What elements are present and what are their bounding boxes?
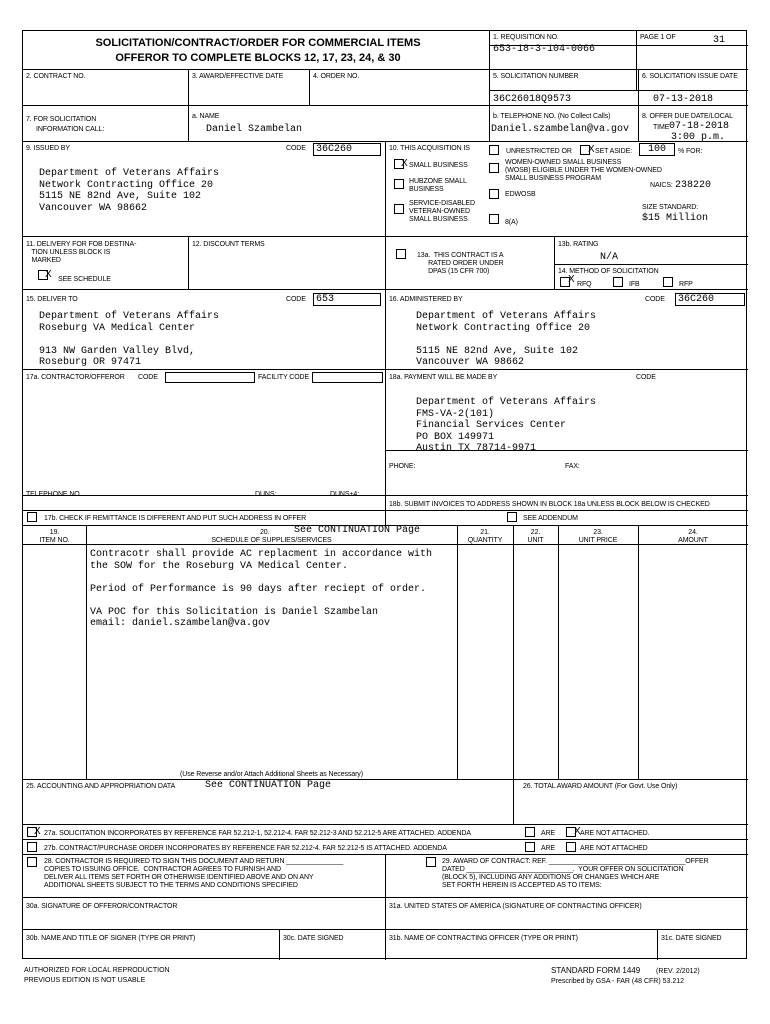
size-standard-label: SIZE STANDARD: (642, 204, 699, 211)
percent-for-label: % FOR: (678, 148, 703, 155)
discount-terms-label: 12. DISCOUNT TERMS (192, 241, 265, 248)
requisition-label: 1. REQUISITION NO. (493, 34, 559, 41)
footer-form-name: STANDARD FORM 1449 (551, 966, 641, 975)
form-title: SOLICITATION/CONTRACT/ORDER FOR COMMERCIAL ITEMS (95, 37, 421, 49)
rfq-mark: X (568, 274, 575, 285)
contractor-code-label: CODE (138, 374, 158, 381)
27b-label: 27b. CONTRACT/PURCHASE ORDER INCORPORATES BY REFERENCE FAR 52.212-4. FAR 52.212-5 IS ATTACHED. ADDENDA (44, 845, 447, 852)
27b-are-label: ARE (541, 845, 556, 852)
facility-code-label: FACILITY CODE (258, 374, 310, 381)
rule (23, 69, 748, 70)
rfp-checkbox[interactable] (663, 277, 673, 287)
deliver-to-address: Department of Veterans Affairs Roseburg VA Medical Center 913 NW Garden Valley Blvd, Roseburg OR 97471 (39, 311, 220, 368)
accounting-label: 25. ACCOUNTING AND APPROPRIATION DATA (26, 783, 176, 790)
addendum-checkbox[interactable] (507, 512, 517, 522)
acquisition-label: 10. THIS ACQUISITION IS (389, 145, 470, 152)
rule (657, 929, 658, 960)
rule (513, 779, 514, 824)
27a-mark: X (34, 826, 41, 837)
page-total: 31 (713, 35, 726, 46)
hubzone-checkbox[interactable] (394, 179, 404, 189)
submit-invoices-label: 18b. SUBMIT INVOICES TO ADDRESS SHOWN IN BLOCK 18a UNLESS BLOCK BELOW IS CHECKED (389, 501, 710, 508)
for-solicitation-label: 7. FOR SOLICITATION (26, 116, 97, 123)
rule (23, 839, 748, 840)
col-schedule-num: 20. (260, 529, 270, 536)
27b-are-checkbox[interactable] (525, 842, 535, 852)
deliver-to-code-label: CODE (286, 296, 306, 303)
unrestricted-checkbox[interactable] (489, 145, 499, 155)
rule (86, 525, 87, 779)
edwosb-checkbox[interactable] (489, 189, 499, 199)
form-subtitle: OFFEROR TO COMPLETE BLOCKS 12, 17, 23, 24, & 30 (115, 52, 401, 64)
rule (309, 69, 310, 105)
col-schedule-label: SCHEDULE OF SUPPLIES/SERVICES (211, 537, 332, 544)
see-schedule-label: SEE SCHEDULE (58, 276, 111, 283)
rule (279, 929, 280, 960)
ifb-label: IFB (629, 281, 640, 288)
telephone-no-label: TELEPHONE NO. (26, 491, 82, 498)
rule (489, 90, 748, 91)
small-business-mark: X (401, 158, 408, 169)
page-label: PAGE 1 OF (640, 34, 676, 41)
facility-code-field[interactable] (312, 372, 383, 383)
rated-order-checkbox[interactable] (396, 249, 406, 259)
set-aside-mark: X (588, 144, 595, 155)
requisition-value: 653-18-3-104-0066 (493, 44, 596, 55)
contractor-label: 17a. CONTRACTOR/OFFEROR (26, 374, 125, 381)
offer-due-date: 07-18-2018 (669, 121, 730, 132)
edwosb-label: EDWOSB (505, 191, 536, 198)
set-aside-percent-field[interactable]: 100 (639, 143, 675, 156)
27a-are-not-mark: X (574, 826, 581, 837)
deliver-to-code-field[interactable]: 653 (313, 293, 381, 306)
sdvosb-label: SERVICE-DISABLED VETERAN-OWNED SMALL BUSINESS (409, 200, 475, 223)
small-business-label: SMALL BUSINESS (409, 162, 468, 169)
see-schedule-mark: X (45, 269, 52, 280)
rule (23, 824, 748, 825)
30b-label: 30b. NAME AND TITLE OF SIGNER (TYPE OR PRINT) (26, 935, 196, 942)
28-text: 28. CONTRACTOR IS REQUIRED TO SIGN THIS DOCUMENT AND RETURN _______________ COPIES TO ISSUING OFFICE. CONTRACTOR AGREES TO FURNISH AND DELIVER ALL ITEMS SET FORTH OR OTHERWISE IDENTIFIED ABOVE AND ON ANY ADDITIONAL SHEETS SUBJECT TO THE TERMS AND CONDITIONS SPECIFIED (44, 858, 344, 889)
offer-due-time: 3:00 p.m. (671, 132, 726, 143)
27b-checkbox[interactable] (27, 842, 37, 852)
accounting-value: See CONTINUATION Page (205, 780, 332, 791)
naics-value: 238220 (675, 180, 712, 191)
rule (554, 236, 555, 289)
unrestricted-label: UNRESTRICTED OR (506, 148, 572, 155)
payment-address: Department of Veterans Affairs FMS-VA-2(101) Financial Services Center PO BOX 149971 Austin TX 78714-9971 (416, 397, 597, 454)
27b-are-not-checkbox[interactable] (566, 842, 576, 852)
issue-date-label: 6. SOLICITATION ISSUE DATE (642, 73, 738, 80)
col-quantity: 21. QUANTITY (467, 529, 503, 544)
contract-no-label: 2. CONTRACT NO. (26, 73, 86, 80)
rule (489, 31, 490, 141)
29-checkbox[interactable] (426, 857, 436, 867)
27a-label: 27a. SOLICITATION INCORPORATES BY REFERENCE FAR 52.212-1, 52.212-4. FAR 52.212-3 AND 52.212-5 ARE ATTACHED. ADDENDA (44, 830, 471, 837)
issued-by-label: 9. ISSUED BY (26, 145, 70, 152)
sf1449-form (22, 30, 747, 959)
29-text: 29. AWARD OF CONTRACT: REF. ____________________________________OFFER DATED ____________________________. YOUR OFFER ON SOLICITATION (BLOCK 5), INCLUDING ANY ADDITIONS OR CHANGES WHICH ARE SET FORTH HEREIN IS ACCEPTED AS TO ITEMS: (442, 858, 709, 889)
28-checkbox[interactable] (27, 857, 37, 867)
30a-label: 30a. SIGNATURE OF OFFEROR/CONTRACTOR (26, 903, 178, 910)
27b-are-not-label: ARE NOT ATTACHED (580, 845, 648, 852)
administered-by-code-field[interactable]: 36C260 (675, 293, 745, 306)
rule (23, 105, 748, 106)
payment-phone-label: PHONE: (389, 463, 416, 470)
rule (457, 525, 458, 779)
rated-order-label: 13a. THIS CONTRACT IS A RATED ORDER UNDER DPAS (15 CFR 700) (417, 252, 504, 275)
time-label: TIME (653, 124, 670, 131)
hubzone-label: HUBZONE SMALL BUSINESS (409, 178, 467, 193)
eight-a-label: 8(A) (505, 219, 518, 226)
contact-name-value: Daniel Szambelan (206, 124, 303, 135)
administered-by-label: 16. ADMINISTERED BY (389, 296, 463, 303)
award-date-label: 3. AWARD/EFFECTIVE DATE (192, 73, 284, 80)
footer-revision: (REV. 2/2012) (656, 968, 700, 975)
telephone-label: b. TELEPHONE NO. (No Collect Calls) (493, 113, 611, 120)
27a-are-label: ARE (541, 830, 556, 837)
payment-label: 18a. PAYMENT WILL BE MADE BY (389, 374, 498, 381)
deliver-to-label: 15. DELIVER TO (26, 296, 78, 303)
addendum-label: SEE ADDENDUM (523, 515, 578, 522)
payment-fax-label: FAX: (565, 463, 580, 470)
schedule-description: Contracotr shall provide AC replacment in accordance with the SOW for the Roseburg VA Medical Center. Period of Performance is 90 days after reciept of order. VA POC for this Solicitation is Daniel Szambelan email: daniel.szambelan@va.gov (90, 549, 433, 629)
solicitation-no-value: 36C26018Q9573 (493, 94, 572, 105)
remittance-label: 17b. CHECK IF REMITTANCE IS DIFFERENT AND PUT SUCH ADDRESS IN OFFER (44, 515, 307, 522)
rule (638, 69, 639, 141)
rfq-label: RFQ (577, 281, 592, 288)
solicitation-no-label: 5. SOLICITATION NUMBER (493, 73, 579, 80)
col-schedule-value: See CONTINUATION Page (294, 525, 421, 536)
information-call-label: INFORMATION CALL: (36, 126, 105, 133)
sdvosb-checkbox[interactable] (394, 204, 404, 214)
rule (23, 779, 748, 780)
rule (385, 141, 386, 525)
administered-by-address: Department of Veterans Affairs Network Contracting Office 20 5115 NE 82nd Ave, Suite 102 Vancouver WA 98662 (416, 311, 597, 368)
order-no-label: 4. ORDER NO. (313, 73, 360, 80)
issued-by-address: Department of Veterans Affairs Network Contracting Office 20 5115 NE 82nd Ave, Suite 102 Vancouver WA 98662 (39, 168, 220, 214)
issued-by-code-label: CODE (286, 145, 306, 152)
offer-due-label: 8. OFFER DUE DATE/LOCAL (642, 113, 733, 120)
col-unit: 22. UNIT (527, 529, 544, 544)
col-unit-price: 23. UNIT PRICE (578, 529, 618, 544)
rule (188, 105, 189, 141)
footer-previous-edition: PREVIOUS EDITION IS NOT USABLE (24, 977, 146, 984)
reverse-note: (Use Reverse and/or Attach Additional Sheets as Necessary) (180, 771, 363, 778)
31c-label: 31c. DATE SIGNED (661, 935, 722, 942)
27a-are-checkbox[interactable] (525, 827, 535, 837)
telephone-value: Daniel.szambelan@va.gov (491, 124, 630, 135)
rule (188, 69, 189, 105)
31b-label: 31b. NAME OF CONTRACTING OFFICER (TYPE OR PRINT) (389, 935, 578, 942)
wosb-label: WOMEN-OWNED SMALL BUSINESS (WOSB) ELIGIBLE UNDER THE WOMEN-OWNED SMALL BUSINESS PROGRAM (505, 159, 662, 182)
rule (554, 264, 748, 265)
set-aside-label: SET ASIDE: (595, 148, 632, 155)
rule (558, 525, 559, 779)
27a-are-not-label: ARE NOT ATTACHED. (580, 830, 650, 837)
rule (636, 31, 637, 90)
duns4-label: DUNS+4: (330, 491, 360, 498)
issued-by-code-field[interactable]: 36C260 (313, 143, 381, 156)
rule (188, 236, 189, 289)
contact-name-label: a. NAME (192, 113, 220, 120)
naics-label: NAICS: (650, 182, 673, 189)
contractor-code-field[interactable] (165, 372, 255, 383)
duns-label: DUNS: (255, 491, 277, 498)
31a-label: 31a. UNITED STATES OF AMERICA (SIGNATURE OF CONTRACTING OFFICER) (389, 903, 642, 910)
total-award-label: 26. TOTAL AWARD AMOUNT (For Govt. Use Only) (523, 783, 678, 790)
remittance-checkbox[interactable] (27, 512, 37, 522)
col-item-no: 19. ITEM NO. (39, 529, 70, 544)
footer-prescribed: Prescribed by GSA - FAR (48 CFR) 53.212 (551, 978, 685, 985)
wosb-checkbox[interactable] (489, 163, 499, 173)
rule (513, 525, 514, 779)
payment-code-label: CODE (636, 374, 656, 381)
administered-by-code-label: CODE (645, 296, 665, 303)
rating-label: 13b. RATING (558, 241, 599, 248)
method-label: 14. METHOD OF SOLICITATION (558, 268, 659, 275)
rating-value: N/A (600, 252, 619, 263)
col-amount: 24. AMOUNT (678, 529, 708, 544)
eight-a-checkbox[interactable] (489, 214, 499, 224)
size-standard-value: $15 Million (642, 213, 709, 224)
rule (638, 525, 639, 779)
30c-label: 30c. DATE SIGNED (283, 935, 344, 942)
footer-reproduction: AUTHORIZED FOR LOCAL REPRODUCTION (24, 967, 170, 974)
ifb-checkbox[interactable] (613, 277, 623, 287)
delivery-fob-label: 11. DELIVERY FOR FOB DESTINA- TION UNLESS BLOCK IS MARKED (26, 241, 137, 264)
issue-date-value: 07-13-2018 (653, 94, 714, 105)
rfp-label: RFP (679, 281, 693, 288)
rule (385, 854, 386, 960)
